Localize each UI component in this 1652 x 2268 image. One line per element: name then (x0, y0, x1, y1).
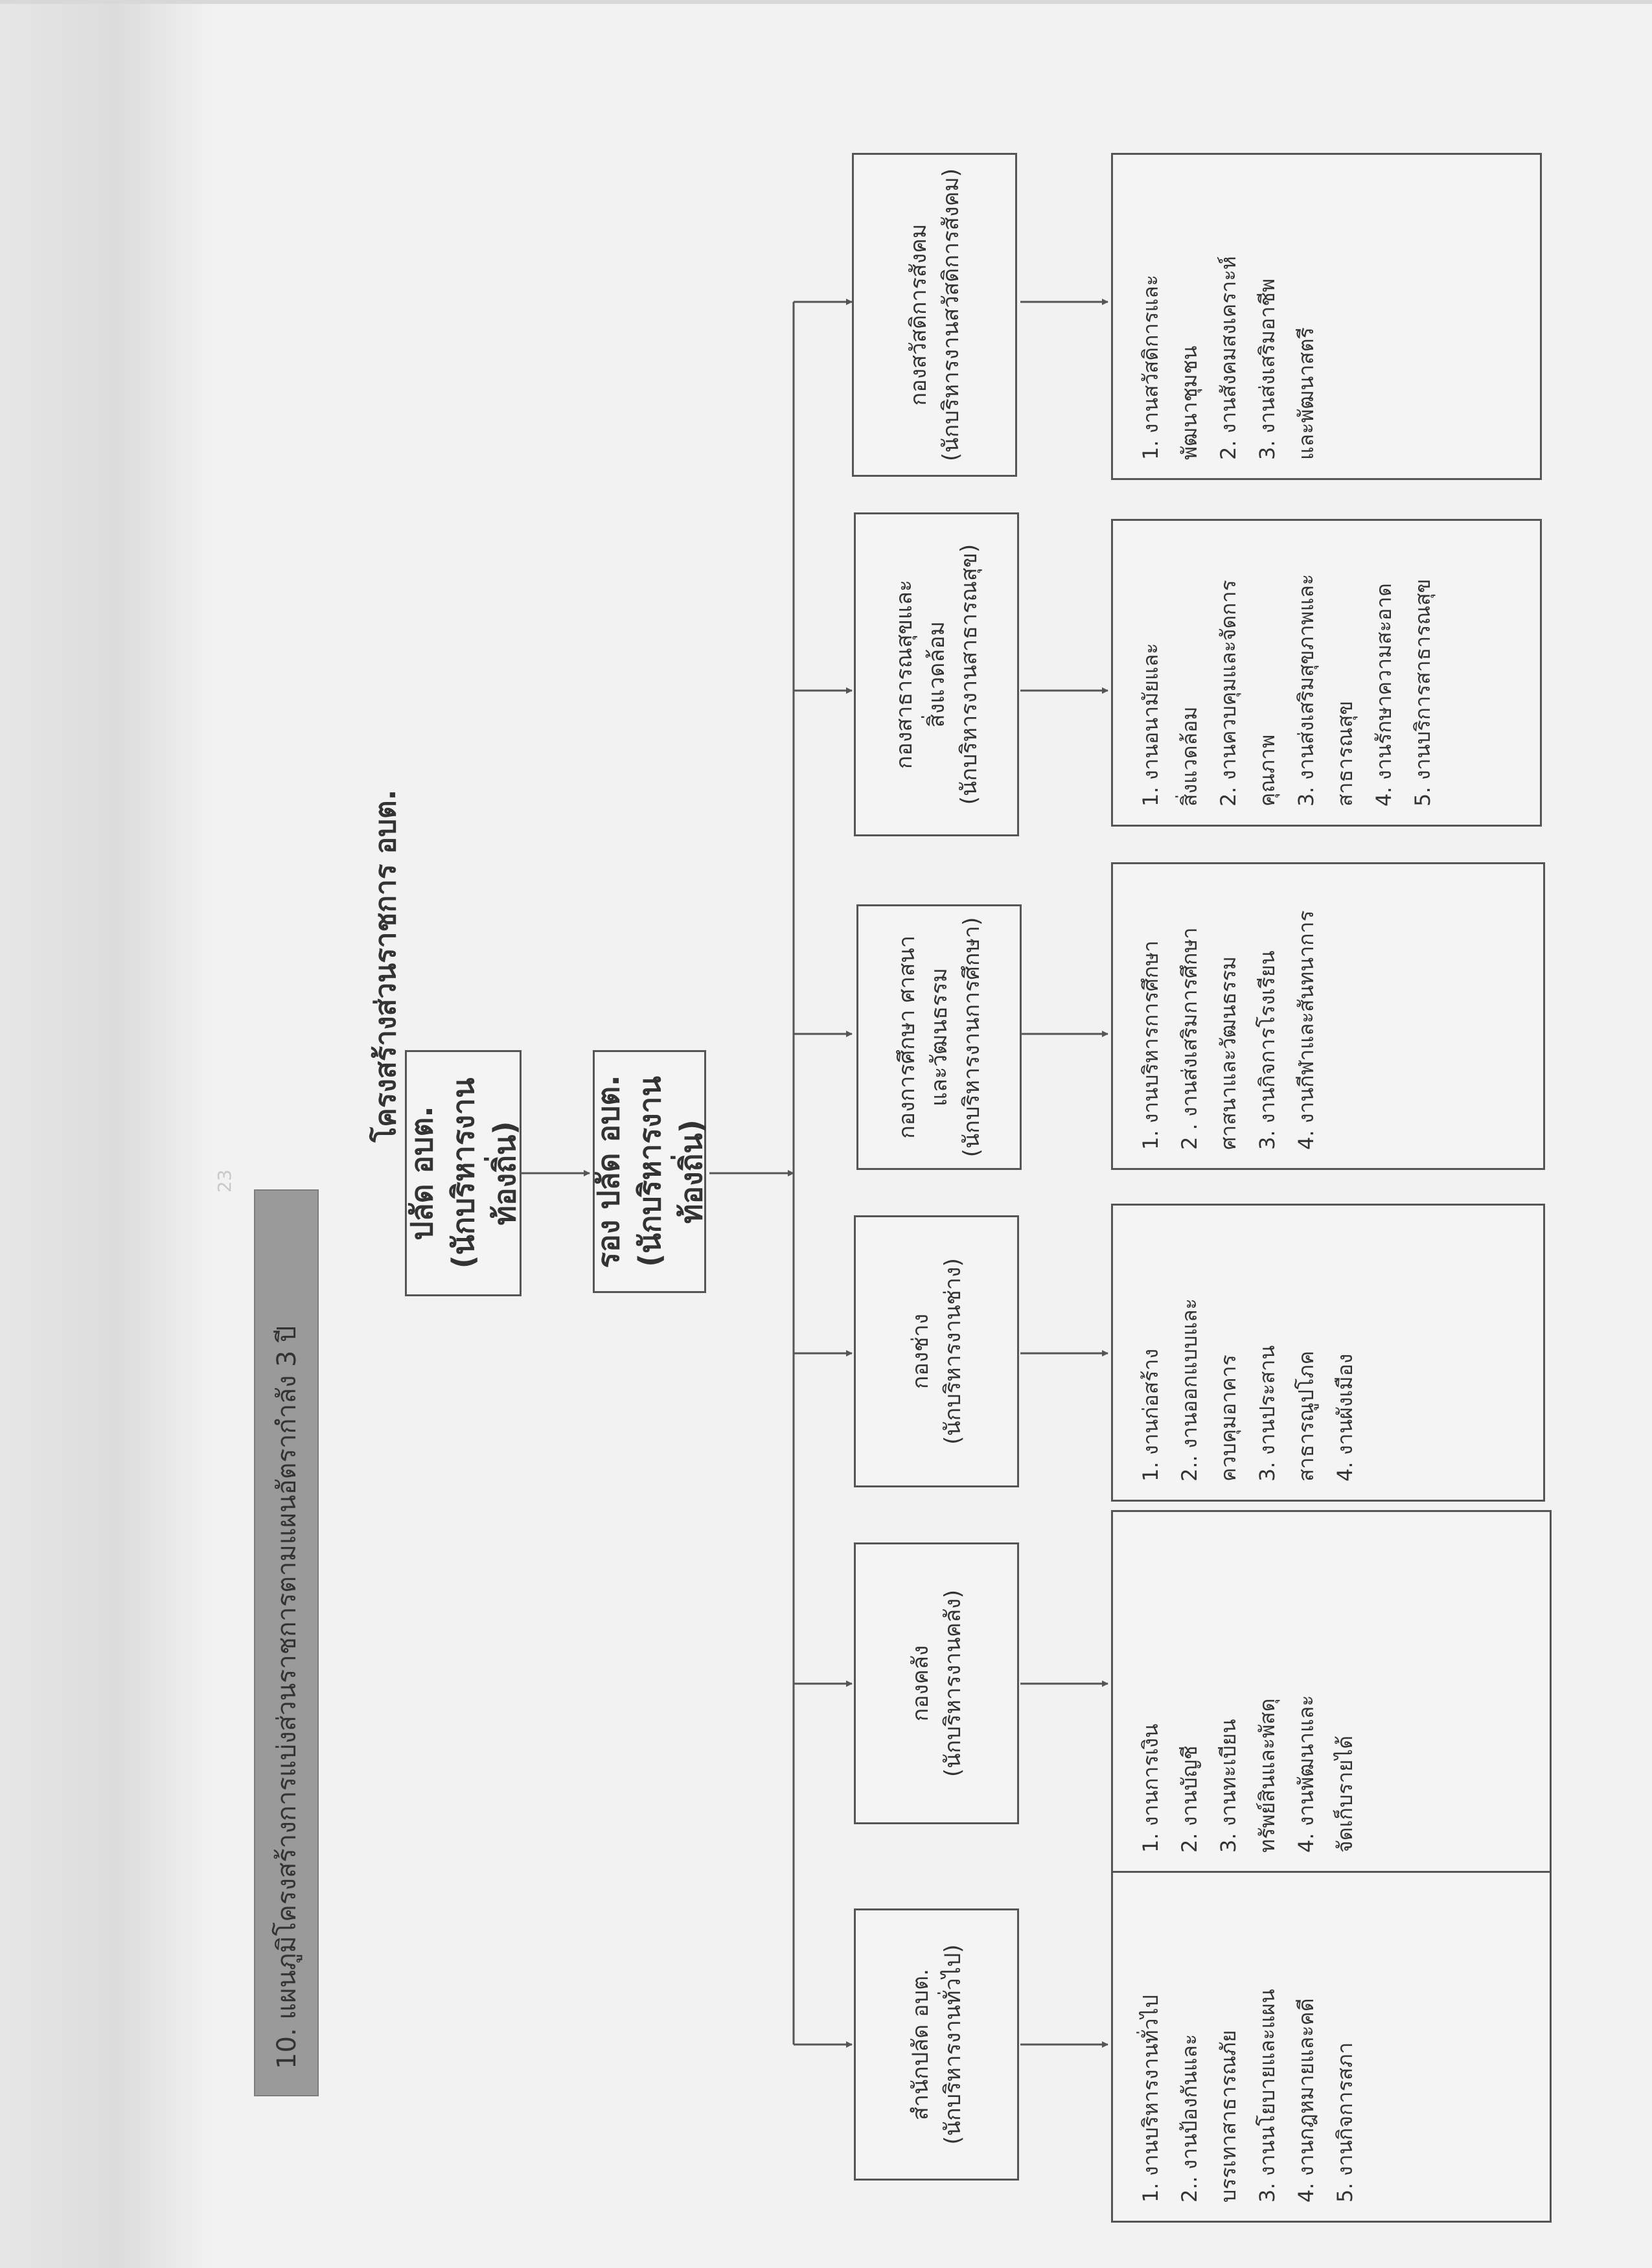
dept-name: กองการศึกษา ศาสนา (893, 935, 920, 1139)
deputy-subtitle: (นักบริหารงานท้องถิ่น) (632, 1076, 709, 1267)
deputy-box (590, 1050, 709, 1293)
task-item: 4. งานพัฒนาและ จัดเก็บรายได้ (1294, 1695, 1357, 1853)
task-item: 1. งานก่อสร้าง (1138, 1348, 1163, 1482)
task-item: 3. งานทะเบียน ทรัพย์สินและพัสดุ (1216, 1698, 1279, 1853)
task-item: 3. งานประสาน สาธารณูปโภค (1255, 1345, 1318, 1482)
task-box-engineering (1111, 1204, 1545, 1502)
dept-name: สำนักปลัด อบต. (907, 1969, 934, 2120)
dept-role: (นักบริหารงานช่าง) (939, 1258, 966, 1445)
task-box-education (1111, 862, 1545, 1170)
page-number: 23 (214, 1169, 235, 1193)
dept-role: (นักบริหารงานสาธารณสุข) (956, 544, 982, 805)
task-item: 4. งานกีฬาและสันทนาการ (1294, 910, 1318, 1150)
task-item: 3. งานนโยบายและแผน (1255, 1989, 1279, 2203)
dept-name-cont: สิ่งแวดล้อม (923, 621, 950, 728)
task-item: 2.. งานออกแบบและ ควบคุมอาคาร (1177, 1298, 1241, 1482)
task-item: 3. งานส่งเสริมอาชีพ และพัฒนาสตรี (1255, 278, 1318, 460)
dept-name-cont: และวัฒนธรรม (926, 968, 952, 1106)
task-box-finance (1111, 1510, 1552, 1873)
task-box-social (1111, 153, 1542, 480)
dept-box-social (852, 153, 1017, 477)
task-item: 3. งานกิจการโรงเรียน (1255, 950, 1279, 1150)
chief-title: ปลัด อบต. (404, 1106, 439, 1241)
task-item: 3. งานส่งเสริมสุขภาพและ สาธารณสุข (1294, 573, 1357, 807)
dept-box-finance (854, 1542, 1019, 1824)
dept-box-health (854, 512, 1019, 836)
task-box-health (1111, 519, 1542, 827)
dept-box-office (854, 1908, 1019, 2181)
dept-name: กองคลัง (907, 1645, 934, 1722)
task-item: 1. งานการเงิน (1138, 1723, 1163, 1853)
task-item: 4. งานรักษาความสะอาด (1371, 583, 1396, 807)
task-item: 1. งานบริหารการศึกษา (1138, 940, 1163, 1150)
dept-role: (นักบริหารงานการศึกษา) (958, 917, 985, 1158)
task-item: 5. งานกิจการสภา (1333, 2042, 1357, 2203)
dept-role: (นักบริหารงานสวัสดิการสังคม) (937, 168, 964, 462)
dept-box-engineering (854, 1215, 1019, 1487)
task-item: 2. งานควบคุมและจัดการ คุณภาพ (1216, 580, 1279, 807)
dept-box-education (856, 904, 1022, 1170)
task-item: 4. งานผังเมือง (1333, 1353, 1357, 1482)
task-item: 2. งานสังคมสงเคราะห์ (1216, 256, 1241, 460)
task-item: 2 . งานส่งเสริมการศึกษา ศาสนาและวัฒนธรรม (1177, 927, 1241, 1150)
chief-subtitle: (นักบริหารงานท้องถิ่น) (446, 1077, 522, 1269)
chief-box (405, 1050, 522, 1296)
task-box-office (1111, 1870, 1552, 2223)
task-item: 4. งานกฎหมายและคดี (1294, 1998, 1318, 2203)
task-item: 5. งานบริการสาธารณสุข (1410, 578, 1435, 807)
deputy-title: รอง ปลัด อบต. (590, 1075, 626, 1268)
dept-name: กองช่าง (907, 1313, 934, 1390)
dept-name: กองสวัสดิการสังคม (905, 223, 932, 406)
dept-role: (นักบริหารงานทั่วไป) (939, 1944, 966, 2145)
task-item: 1. งานบริหารงานทั่วไป (1138, 1995, 1163, 2203)
task-item: 1. งานสวัสดิการและ พัฒนาชุมชน (1138, 275, 1202, 460)
task-item: 1. งานอนามัยและ สิ่งแวดล้อม (1138, 643, 1202, 807)
task-item: 2.. งานป้องกันและ บรรเทาสาธารณภัย (1177, 2030, 1241, 2203)
structure-title: โครงสร้างส่วนราชการ อบต. (369, 789, 402, 1143)
section-title: 10. แผนภูมิโครงสร้างการแบ่งส่วนราชการตามแผนอัตรากำลัง 3 ปี (272, 1325, 302, 2069)
task-item: 2. งานบัญชี (1177, 1745, 1202, 1853)
dept-role: (นักบริหารงานคลัง) (939, 1589, 966, 1778)
dept-name: กองสาธารณสุขและ (891, 579, 917, 770)
